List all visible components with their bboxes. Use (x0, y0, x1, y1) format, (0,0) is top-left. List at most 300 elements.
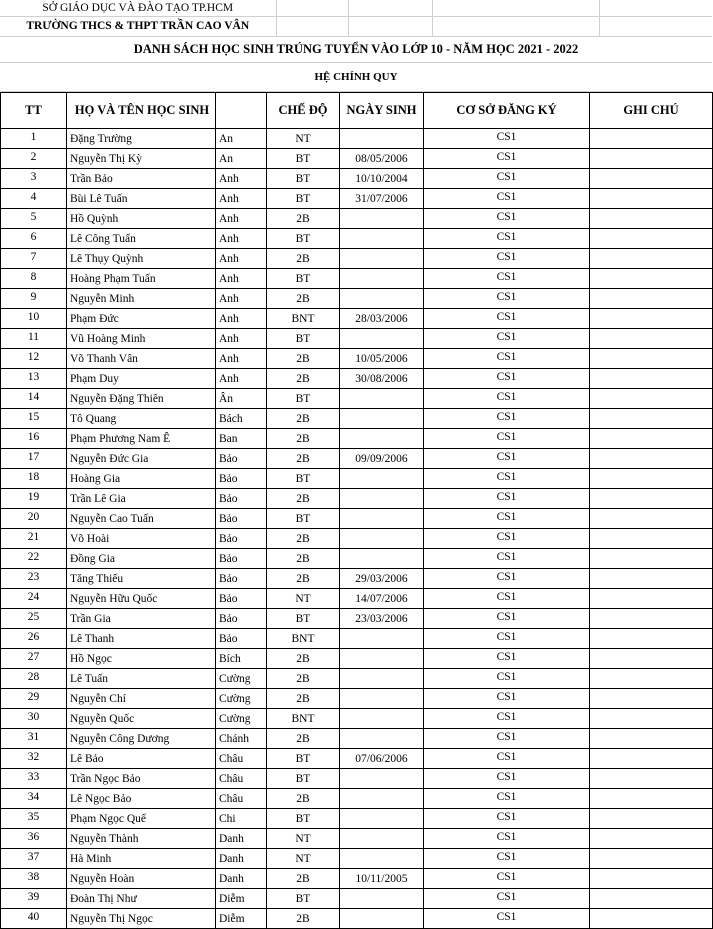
cell-first-name: Bảo (216, 608, 267, 628)
cell-che-do: NT (267, 848, 340, 868)
cell-che-do: 2B (267, 728, 340, 748)
cell-note (590, 128, 713, 148)
cell-name: Phạm Duy (67, 368, 216, 388)
cell-first-name: Chánh (216, 728, 267, 748)
cell-dob: 10/11/2005 (340, 868, 424, 888)
table-row (1, 508, 713, 528)
cell-first-name: Ân (216, 388, 267, 408)
cell-dob: 30/08/2006 (340, 368, 424, 388)
cell-dob: 09/09/2006 (340, 448, 424, 468)
cell-note (590, 528, 713, 548)
table-row (1, 728, 713, 748)
cell-dob: 08/05/2006 (340, 148, 424, 168)
cell-tt: 34 (1, 788, 67, 808)
cell-campus: CS1 (424, 628, 590, 648)
cell-note (590, 908, 713, 928)
cell-note (590, 468, 713, 488)
cell-tt: 22 (1, 548, 67, 568)
cell-tt: 35 (1, 808, 67, 828)
cell-dob (340, 668, 424, 688)
cell-name: Nguyễn Thị Ngọc (67, 908, 216, 928)
cell-tt: 30 (1, 708, 67, 728)
cell-name: Bùi Lê Tuấn (67, 188, 216, 208)
cell-note (590, 588, 713, 608)
cell-che-do: 2B (267, 688, 340, 708)
cell-che-do: BT (267, 268, 340, 288)
cell-name: Nguyễn Đức Gia (67, 448, 216, 468)
cell-first-name: Bảo (216, 628, 267, 648)
cell-che-do: NT (267, 128, 340, 148)
cell-name: Nguyễn Hữu Quốc (67, 588, 216, 608)
cell-campus: CS1 (424, 348, 590, 368)
cell-first-name: Anh (216, 188, 267, 208)
cell-note (590, 868, 713, 888)
cell-name: Phạm Ngọc Quế (67, 808, 216, 828)
cell-name: Nguyễn Đặng Thiên (67, 388, 216, 408)
cell-che-do: 2B (267, 248, 340, 268)
cell-name: Nguyễn Minh (67, 288, 216, 308)
cell-dob (340, 848, 424, 868)
cell-name: Hoàng Gia (67, 468, 216, 488)
table-row (1, 468, 713, 488)
cell-tt: 4 (1, 188, 67, 208)
cell-campus: CS1 (424, 588, 590, 608)
cell-first-name: Anh (216, 368, 267, 388)
cell-tt: 6 (1, 228, 67, 248)
cell-tt: 25 (1, 608, 67, 628)
cell-name: Hoàng Phạm Tuấn (67, 268, 216, 288)
cell-dob: 07/06/2006 (340, 748, 424, 768)
cell-che-do: 2B (267, 648, 340, 668)
cell-campus: CS1 (424, 148, 590, 168)
cell-che-do: BT (267, 768, 340, 788)
cell-che-do: 2B (267, 868, 340, 888)
table-row (1, 228, 713, 248)
cell-name: Vũ Hoàng Minh (67, 328, 216, 348)
cell-tt: 16 (1, 428, 67, 448)
cell-campus: CS1 (424, 188, 590, 208)
header-cell (348, 0, 432, 16)
cell-dob (340, 908, 424, 928)
cell-che-do: BNT (267, 708, 340, 728)
header-cell (276, 0, 348, 16)
cell-dob (340, 688, 424, 708)
cell-dob (340, 248, 424, 268)
cell-che-do: BT (267, 468, 340, 488)
cell-first-name: Bảo (216, 548, 267, 568)
cell-note (590, 708, 713, 728)
cell-name: Phạm Đức (67, 308, 216, 328)
table-row (1, 348, 713, 368)
cell-first-name: Diễm (216, 908, 267, 928)
cell-name: Lê Thanh (67, 628, 216, 648)
cell-campus: CS1 (424, 168, 590, 188)
cell-tt: 36 (1, 828, 67, 848)
cell-che-do: BT (267, 168, 340, 188)
cell-che-do: 2B (267, 788, 340, 808)
cell-campus: CS1 (424, 208, 590, 228)
cell-first-name: Danh (216, 868, 267, 888)
cell-campus: CS1 (424, 428, 590, 448)
table-row (1, 528, 713, 548)
cell-first-name: Châu (216, 788, 267, 808)
cell-note (590, 168, 713, 188)
table-row (1, 648, 713, 668)
cell-tt: 38 (1, 868, 67, 888)
cell-note (590, 488, 713, 508)
cell-campus: CS1 (424, 908, 590, 928)
cell-che-do: 2B (267, 488, 340, 508)
cell-first-name: Cường (216, 688, 267, 708)
cell-note (590, 848, 713, 868)
table-row (1, 248, 713, 268)
cell-first-name: Chi (216, 808, 267, 828)
cell-note (590, 888, 713, 908)
cell-tt: 31 (1, 728, 67, 748)
cell-che-do: BNT (267, 628, 340, 648)
cell-tt: 12 (1, 348, 67, 368)
cell-note (590, 328, 713, 348)
cell-che-do: BT (267, 748, 340, 768)
cell-note (590, 208, 713, 228)
cell-che-do: BT (267, 808, 340, 828)
cell-note (590, 228, 713, 248)
cell-che-do: 2B (267, 208, 340, 228)
cell-che-do: 2B (267, 368, 340, 388)
cell-name: Tô Quang (67, 408, 216, 428)
cell-first-name: An (216, 148, 267, 168)
cell-tt: 26 (1, 628, 67, 648)
cell-campus: CS1 (424, 688, 590, 708)
cell-campus: CS1 (424, 528, 590, 548)
table-row (1, 808, 713, 828)
table-row (1, 588, 713, 608)
document-header (0, 0, 712, 92)
cell-note (590, 288, 713, 308)
cell-tt: 11 (1, 328, 67, 348)
table-row (1, 308, 713, 328)
cell-first-name: Danh (216, 828, 267, 848)
header-cell (599, 0, 712, 16)
cell-first-name: Anh (216, 268, 267, 288)
header-cell (348, 16, 432, 36)
cell-tt: 29 (1, 688, 67, 708)
cell-tt: 10 (1, 308, 67, 328)
cell-name: Lê Bảo (67, 748, 216, 768)
cell-dob (340, 828, 424, 848)
cell-che-do: 2B (267, 408, 340, 428)
cell-dob (340, 468, 424, 488)
cell-tt: 28 (1, 668, 67, 688)
cell-first-name: Anh (216, 308, 267, 328)
cell-note (590, 308, 713, 328)
cell-che-do: BT (267, 328, 340, 348)
cell-note (590, 728, 713, 748)
table-row (1, 208, 713, 228)
table-row (1, 568, 713, 588)
table-row (1, 488, 713, 508)
col-header-tt: TT (1, 92, 67, 128)
cell-tt: 17 (1, 448, 67, 468)
table-row (1, 148, 713, 168)
table-row (1, 708, 713, 728)
cell-dob: 29/03/2006 (340, 568, 424, 588)
cell-name: Nguyễn Thị Kỳ (67, 148, 216, 168)
cell-name: Hồ Quỳnh (67, 208, 216, 228)
cell-dob: 23/03/2006 (340, 608, 424, 628)
cell-che-do: 2B (267, 448, 340, 468)
cell-che-do: BT (267, 188, 340, 208)
cell-note (590, 148, 713, 168)
cell-dob (340, 208, 424, 228)
table-header-row (1, 92, 713, 128)
cell-campus: CS1 (424, 728, 590, 748)
cell-name: Nguyễn Thành (67, 828, 216, 848)
cell-note (590, 648, 713, 668)
cell-dob (340, 528, 424, 548)
cell-dob: 14/07/2006 (340, 588, 424, 608)
table-row (1, 908, 713, 928)
cell-tt: 3 (1, 168, 67, 188)
cell-campus: CS1 (424, 228, 590, 248)
cell-dob (340, 788, 424, 808)
cell-first-name: An (216, 128, 267, 148)
header-cell (432, 0, 599, 16)
cell-name: Phạm Phương Nam Ê (67, 428, 216, 448)
cell-campus: CS1 (424, 448, 590, 468)
cell-che-do: 2B (267, 568, 340, 588)
cell-che-do: BT (267, 508, 340, 528)
cell-note (590, 448, 713, 468)
table-row (1, 448, 713, 468)
cell-che-do: BT (267, 148, 340, 168)
cell-tt: 33 (1, 768, 67, 788)
cell-campus: CS1 (424, 548, 590, 568)
cell-first-name: Cường (216, 668, 267, 688)
cell-campus: CS1 (424, 268, 590, 288)
cell-dob (340, 548, 424, 568)
cell-name: Trần Lê Gia (67, 488, 216, 508)
cell-note (590, 368, 713, 388)
cell-campus: CS1 (424, 768, 590, 788)
table-row (1, 608, 713, 628)
table-body (1, 128, 713, 928)
cell-first-name: Bảo (216, 508, 267, 528)
cell-tt: 32 (1, 748, 67, 768)
table-row (1, 788, 713, 808)
cell-tt: 15 (1, 408, 67, 428)
table-row (1, 768, 713, 788)
cell-dob (340, 488, 424, 508)
cell-name: Đồng Gia (67, 548, 216, 568)
cell-che-do: 2B (267, 428, 340, 448)
table-row (1, 668, 713, 688)
cell-campus: CS1 (424, 248, 590, 268)
cell-tt: 7 (1, 248, 67, 268)
cell-campus: CS1 (424, 368, 590, 388)
cell-note (590, 668, 713, 688)
cell-first-name: Bảo (216, 588, 267, 608)
cell-first-name: Anh (216, 348, 267, 368)
cell-dob (340, 288, 424, 308)
header-cell (599, 16, 712, 36)
cell-tt: 20 (1, 508, 67, 528)
cell-campus: CS1 (424, 308, 590, 328)
document-title: DANH SÁCH HỌC SINH TRÚNG TUYỂN VÀO LỚP 10 - NĂM HỌC 2021 - 2022 (0, 36, 712, 62)
cell-campus: CS1 (424, 648, 590, 668)
cell-che-do: BNT (267, 308, 340, 328)
cell-name: Nguyễn Chí (67, 688, 216, 708)
cell-note (590, 788, 713, 808)
cell-dob (340, 388, 424, 408)
cell-name: Nguyễn Cao Tuấn (67, 508, 216, 528)
cell-note (590, 388, 713, 408)
cell-dob (340, 648, 424, 668)
cell-name: Trần Bảo (67, 168, 216, 188)
cell-tt: 9 (1, 288, 67, 308)
table-row (1, 408, 713, 428)
cell-dob (340, 808, 424, 828)
cell-campus: CS1 (424, 668, 590, 688)
cell-campus: CS1 (424, 568, 590, 588)
cell-first-name: Cường (216, 708, 267, 728)
cell-tt: 5 (1, 208, 67, 228)
cell-tt: 1 (1, 128, 67, 148)
cell-note (590, 688, 713, 708)
table-row (1, 268, 713, 288)
cell-name: Hồ Ngọc (67, 648, 216, 668)
cell-campus: CS1 (424, 748, 590, 768)
table-row (1, 388, 713, 408)
cell-first-name: Anh (216, 248, 267, 268)
cell-tt: 37 (1, 848, 67, 868)
cell-dob (340, 128, 424, 148)
cell-tt: 27 (1, 648, 67, 668)
table-row (1, 848, 713, 868)
cell-note (590, 608, 713, 628)
cell-first-name: Anh (216, 168, 267, 188)
cell-first-name: Châu (216, 768, 267, 788)
cell-first-name: Anh (216, 288, 267, 308)
cell-che-do: NT (267, 588, 340, 608)
col-header-dob: NGÀY SINH (340, 92, 424, 128)
cell-note (590, 428, 713, 448)
cell-campus: CS1 (424, 508, 590, 528)
cell-first-name: Bảo (216, 488, 267, 508)
cell-campus: CS1 (424, 788, 590, 808)
table-row (1, 548, 713, 568)
table-row (1, 168, 713, 188)
cell-tt: 2 (1, 148, 67, 168)
cell-che-do: 2B (267, 288, 340, 308)
cell-note (590, 808, 713, 828)
col-header-first-name (216, 92, 267, 128)
col-header-name: HỌ VÀ TÊN HỌC SINH (67, 92, 216, 128)
cell-dob (340, 888, 424, 908)
cell-note (590, 268, 713, 288)
cell-che-do: BT (267, 888, 340, 908)
cell-campus: CS1 (424, 828, 590, 848)
cell-campus: CS1 (424, 328, 590, 348)
cell-dob (340, 768, 424, 788)
col-header-note: GHI CHÚ (590, 92, 713, 128)
cell-dob: 28/03/2006 (340, 308, 424, 328)
cell-dob: 10/10/2004 (340, 168, 424, 188)
cell-note (590, 548, 713, 568)
cell-che-do: BT (267, 608, 340, 628)
table-row (1, 628, 713, 648)
cell-name: Hà Minh (67, 848, 216, 868)
cell-dob (340, 628, 424, 648)
cell-tt: 18 (1, 468, 67, 488)
table-row (1, 288, 713, 308)
table-row (1, 188, 713, 208)
cell-dob (340, 268, 424, 288)
cell-note (590, 248, 713, 268)
table-row (1, 888, 713, 908)
col-header-campus: CƠ SỞ ĐĂNG KÝ (424, 92, 590, 128)
cell-campus: CS1 (424, 848, 590, 868)
cell-name: Đặng Trường (67, 128, 216, 148)
cell-campus: CS1 (424, 288, 590, 308)
cell-first-name: Anh (216, 328, 267, 348)
cell-che-do: 2B (267, 548, 340, 568)
table-row (1, 328, 713, 348)
cell-tt: 8 (1, 268, 67, 288)
cell-name: Nguyễn Quốc (67, 708, 216, 728)
cell-name: Trần Ngọc Bảo (67, 768, 216, 788)
cell-note (590, 188, 713, 208)
school-name: TRƯỜNG THCS & THPT TRẦN CAO VÂN (0, 16, 276, 36)
cell-first-name: Châu (216, 748, 267, 768)
cell-first-name: Diễm (216, 888, 267, 908)
cell-tt: 14 (1, 388, 67, 408)
table-row (1, 688, 713, 708)
table-row (1, 428, 713, 448)
cell-che-do: BT (267, 228, 340, 248)
cell-note (590, 568, 713, 588)
cell-first-name: Bích (216, 648, 267, 668)
cell-note (590, 408, 713, 428)
cell-dob (340, 508, 424, 528)
cell-first-name: Bảo (216, 568, 267, 588)
cell-first-name: Bảo (216, 468, 267, 488)
cell-first-name: Danh (216, 848, 267, 868)
cell-name: Võ Thanh Vân (67, 348, 216, 368)
cell-tt: 40 (1, 908, 67, 928)
cell-dob (340, 228, 424, 248)
cell-first-name: Bảo (216, 448, 267, 468)
cell-dob: 10/05/2006 (340, 348, 424, 368)
cell-campus: CS1 (424, 128, 590, 148)
cell-campus: CS1 (424, 608, 590, 628)
cell-dob (340, 428, 424, 448)
cell-tt: 19 (1, 488, 67, 508)
cell-tt: 21 (1, 528, 67, 548)
cell-first-name: Anh (216, 228, 267, 248)
cell-che-do: NT (267, 828, 340, 848)
cell-dob (340, 408, 424, 428)
header-cell (432, 16, 599, 36)
cell-campus: CS1 (424, 808, 590, 828)
cell-campus: CS1 (424, 468, 590, 488)
cell-che-do: 2B (267, 348, 340, 368)
cell-campus: CS1 (424, 888, 590, 908)
header-cell (276, 16, 348, 36)
cell-che-do: BT (267, 388, 340, 408)
cell-campus: CS1 (424, 488, 590, 508)
cell-che-do: 2B (267, 908, 340, 928)
